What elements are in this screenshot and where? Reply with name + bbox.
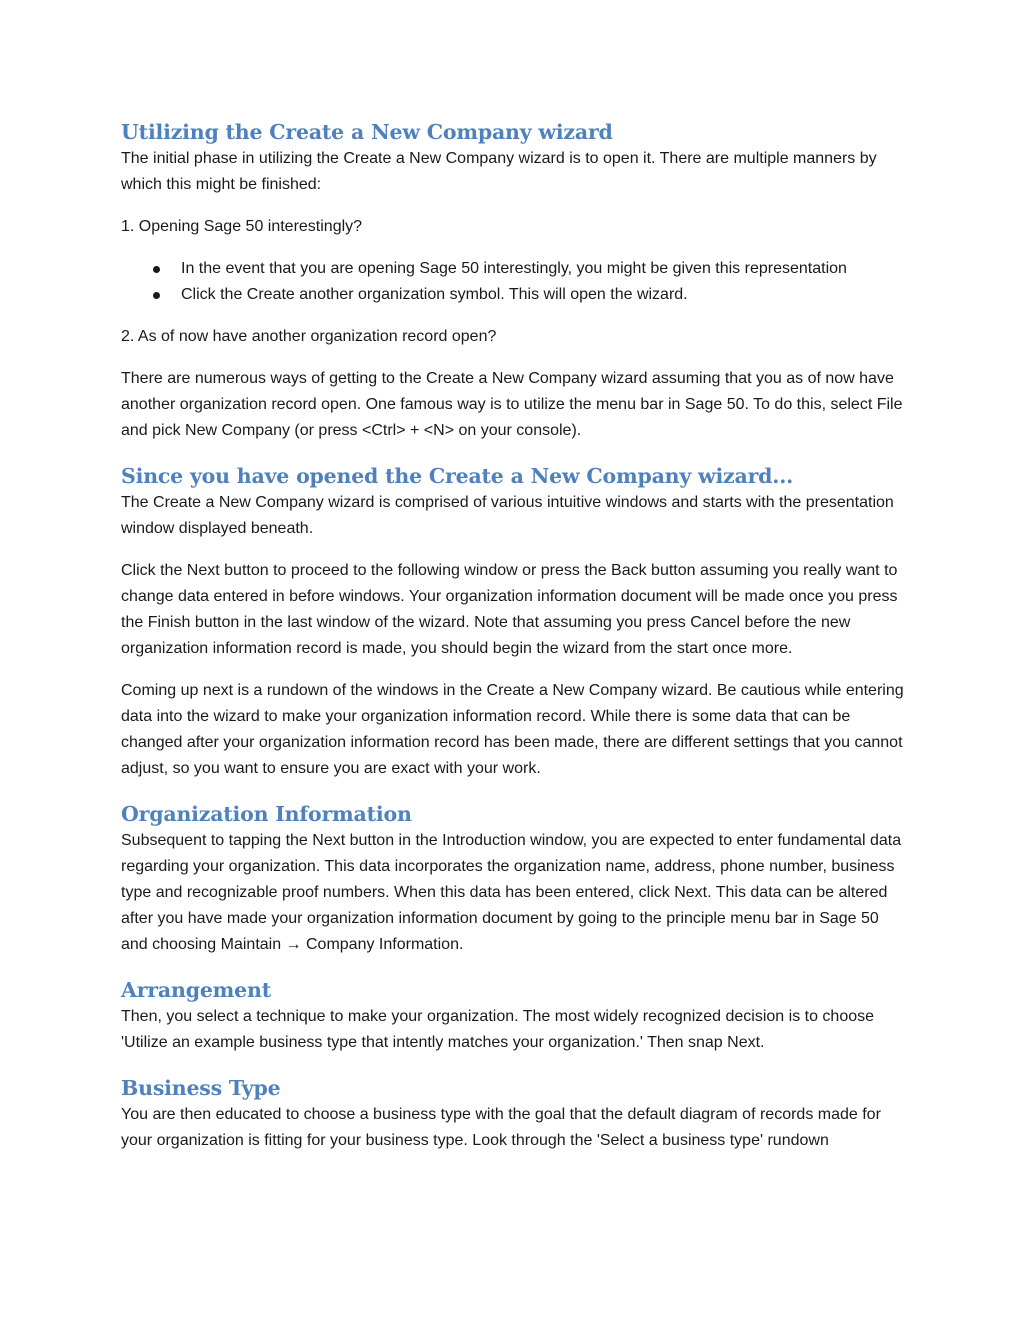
heading-arrangement: Arrangement (121, 978, 271, 1002)
document-page (121, 118, 906, 1170)
paragraph-ways-to-open: There are numerous ways of getting to the Create a New Company wizard assuming that you as of now have another organization record open. One famous way is to utilize the menu bar in Sage 50. To do this, select File and pick New Company (or press <Ctrl> + <N> on your console). (121, 370, 903, 439)
bullet-list (121, 256, 906, 308)
paragraph-wizard-windows: The Create a New Company wizard is comprised of various intuitive windows and starts with the presentation window displayed beneath. (121, 494, 894, 537)
paragraph-option-2: 2. As of now have another organization record open? (121, 328, 497, 345)
heading-opened-wizard: Since you have opened the Create a New Company wizard... (121, 464, 794, 488)
heading-create-company-wizard: Utilizing the Create a New Company wizard (121, 120, 613, 144)
paragraph-option-1: 1. Opening Sage 50 interestingly? (121, 218, 363, 235)
list-item (121, 256, 906, 282)
heading-organization-information: Organization Information (121, 802, 412, 826)
heading-business-type: Business Type (121, 1076, 281, 1100)
paragraph-business-type: You are then educated to choose a business type with the goal that the default diagram of records made for your organization is fitting for your business type. Look through the 'Select a business type' rundown (121, 1106, 881, 1149)
list-item-text: In the event that you are opening Sage 50 interestingly, you might be given this representation (181, 260, 847, 277)
bullet-icon (153, 292, 160, 299)
paragraph-navigation-buttons: Click the Next button to proceed to the following window or press the Back button assuming you really want to change data entered in before windows. Your organization information document will be made once you press the Finish button in the last window of the wizard. Note that assuming you press Cancel before the new organization information record is made, you should begin the wizard from the start once more. (121, 562, 898, 657)
list-item (121, 282, 906, 308)
paragraph-intro: The initial phase in utilizing the Create a New Company wizard is to open it. There are multiple manners by which this might be finished: (121, 150, 877, 193)
paragraph-arrangement: Then, you select a technique to make your organization. The most widely recognized decision is to choose 'Utilize an example business type that intently matches your organization.' Then snap Next. (121, 1008, 875, 1051)
list-item-text: Click the Create another organization symbol. This will open the wizard. (181, 286, 688, 303)
bullet-icon (153, 266, 160, 273)
paragraph-organization-information: Subsequent to tapping the Next button in the Introduction window, you are expected to enter fundamental data regarding your organization. This data incorporates the organization name, address, phone number, business type and recognizable proof numbers. When this data has been entered, click Next. This data can be altered after you have made your organization information document by going to the principle menu bar in Sage 50 and choosing Maintain → Company Information. (121, 832, 902, 953)
paragraph-rundown: Coming up next is a rundown of the windows in the Create a New Company wizard. Be cautious while entering data into the wizard to make your organization information record. While there is some data that can be changed after your organization information record has been made, there are different settings that you cannot adjust, so you want to ensure you are exact with your work. (121, 682, 904, 777)
